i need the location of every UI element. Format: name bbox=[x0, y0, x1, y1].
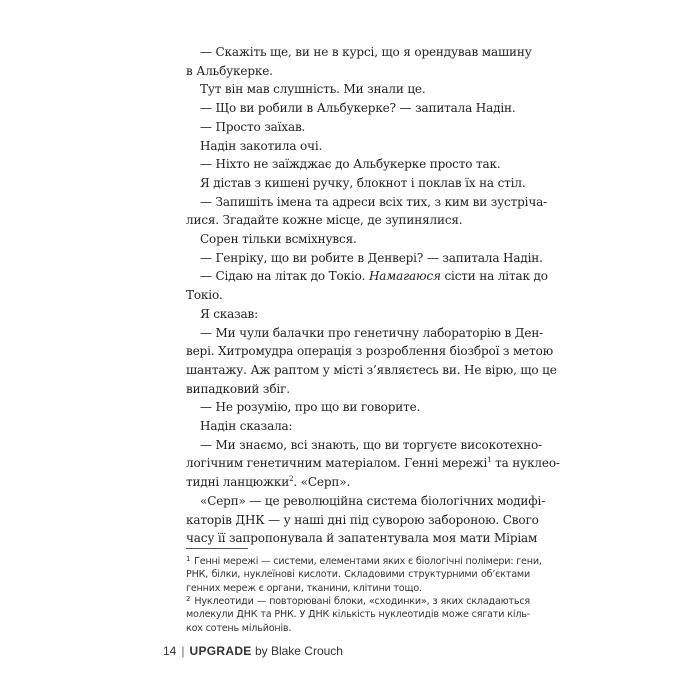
text-line: Я дістав з кишені ручку, блокнот і поклав їх на стіл. bbox=[200, 175, 526, 190]
footnote-text: Нуклеотиди — повторювані блоки, «сходинки», з яких складаються bbox=[194, 596, 531, 607]
text-line: — Генріку, що ви робите в Денвері? — запитала Надін. bbox=[200, 250, 543, 265]
text-run: та нуклео- bbox=[491, 456, 560, 471]
footnote-line bbox=[186, 593, 530, 608]
footnote-line bbox=[186, 553, 542, 568]
book-title: UPGRADE bbox=[189, 644, 252, 658]
footnote-1 bbox=[186, 553, 542, 595]
text-line: Я сказав: bbox=[200, 306, 259, 321]
footnote-ref[interactable]: 1 bbox=[487, 456, 492, 465]
text-run: логічним генетичним матеріалом. Генні мережі bbox=[186, 456, 488, 471]
text-line: — Не розумію, про що ви говорите. bbox=[200, 400, 421, 415]
text-line: — Скажіть ще, ви не в курсі, що я орендував машину bbox=[200, 45, 532, 59]
text-line: Токіо. bbox=[186, 288, 223, 303]
footnote-ref[interactable]: 2 bbox=[289, 475, 294, 484]
footnote-line: молекули ДНК та РНК. У ДНК кількість нуклеотидів може сягати кіль- bbox=[186, 609, 530, 621]
text-line: Тут він мав слушність. Ми знали це. bbox=[200, 82, 426, 97]
text-line bbox=[186, 454, 560, 473]
footnote-number: 2 bbox=[186, 595, 191, 603]
footnote-divider bbox=[186, 548, 248, 549]
text-run: — Сідаю на літак до Токіо. bbox=[200, 269, 369, 284]
text-line: — Ми чули балачки про генетичну лабораторію в Ден- bbox=[200, 325, 544, 340]
page-footer bbox=[163, 644, 343, 658]
text-line: вері. Хитромудра операція з розроблення біозброї з метою bbox=[186, 344, 553, 359]
text-line: шантажу. Аж раптом у місті з’являєтесь ви. Не вірю, що це bbox=[186, 362, 557, 377]
text-line: «Серп» — це революційна система біологічних модифі- bbox=[200, 493, 546, 508]
text-line bbox=[186, 267, 548, 286]
text-line: Надін сказала: bbox=[200, 419, 293, 434]
footnote-line: кох сотень мільйонів. bbox=[186, 622, 292, 634]
text-run: . «Серп». bbox=[293, 475, 351, 490]
text-line: — Запишіть імена та адреси всіх тих, з ким ви зустріча- bbox=[200, 194, 548, 209]
text-line: випадковий збіг. bbox=[186, 381, 290, 396]
text-run: тидні ланцюжки bbox=[186, 475, 290, 490]
text-line: Надін закотила очі. bbox=[200, 138, 323, 153]
text-line: — Ми знаємо, всі знають, що ви торгуєте високотехно- bbox=[200, 437, 542, 452]
footnote-line: РНК, білки, нуклеїнові кислоти. Складовими структурними об’єктами bbox=[186, 569, 530, 581]
footer-separator: | bbox=[181, 644, 185, 658]
text-line: каторів ДНК — у наші дні під суворою забороною. Свого bbox=[186, 512, 539, 527]
text-line: лися. Згадайте кожне місце, де зупинялися. bbox=[186, 213, 463, 228]
text-line: — Що ви робили в Альбукерке? — запитала Надін. bbox=[200, 101, 516, 116]
footnote-text: Генні мережі — системи, елементами яких є біологічні полімери: гени, bbox=[194, 556, 542, 567]
footnote-2 bbox=[186, 593, 530, 635]
text-run: сісти на літак до bbox=[440, 269, 548, 284]
text-line: — Просто заїхав. bbox=[200, 119, 306, 134]
text-line bbox=[186, 473, 530, 492]
text-line: в Альбукерке. bbox=[186, 63, 273, 78]
text-line: часу її запропонувала й запатентувала моя мати Міріам bbox=[186, 531, 538, 546]
book-byline: by Blake Crouch bbox=[254, 644, 343, 658]
footnote-line: генних мереж є органи, тканини, клітини тощо. bbox=[186, 582, 422, 594]
body-text bbox=[186, 43, 560, 548]
footnote-number: 1 bbox=[186, 555, 191, 563]
text-line: — Ніхто не заїжджає до Альбукерке просто так. bbox=[200, 157, 501, 172]
text-line: Сорен тільки всміхнувся. bbox=[200, 232, 357, 247]
page-number: 14 bbox=[163, 644, 177, 658]
italic-text: Намагаюся bbox=[368, 269, 441, 284]
